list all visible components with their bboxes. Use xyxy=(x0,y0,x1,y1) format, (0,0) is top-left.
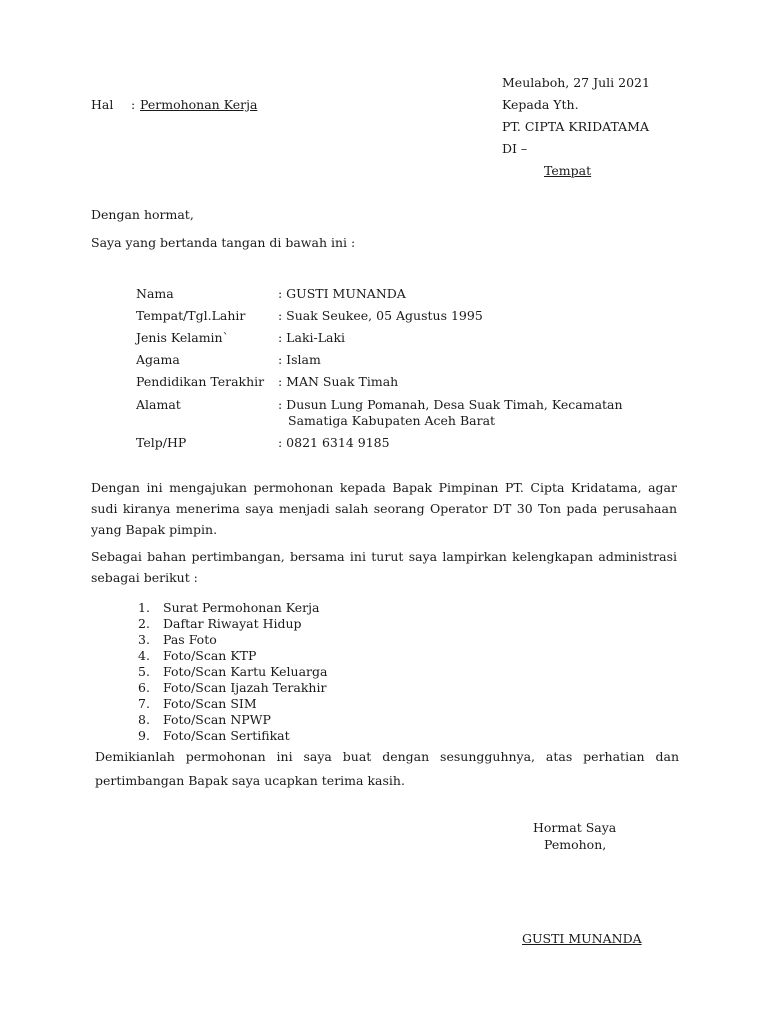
list-item: 6. Foto/Scan Ijazah Terakhir xyxy=(138,680,327,695)
list-item: 3. Pas Foto xyxy=(138,632,217,647)
place-date: Meulaboh, 27 Juli 2021 xyxy=(502,75,650,90)
biodata-value: : Suak Seukee, 05 Agustus 1995 xyxy=(278,308,483,323)
recipient-line-1: Kepada Yth. xyxy=(502,97,579,112)
list-item: 2. Daftar Riwayat Hidup xyxy=(138,616,302,631)
list-item: 8. Foto/Scan NPWP xyxy=(138,712,271,727)
list-item: 5. Foto/Scan Kartu Keluarga xyxy=(138,664,328,679)
biodata-address-line-2: Samatiga Kabupaten Aceh Barat xyxy=(288,413,496,428)
list-item: 7. Foto/Scan SIM xyxy=(138,696,257,711)
biodata-value: : GUSTI MUNANDA xyxy=(278,286,406,301)
intro-text: Saya yang bertanda tangan di bawah ini : xyxy=(91,235,356,250)
biodata-value: : Dusun Lung Pomanah, Desa Suak Timah, Kecamatan xyxy=(278,397,623,412)
signature-name: GUSTI MUNANDA xyxy=(522,931,642,946)
biodata-value: : MAN Suak Timah xyxy=(278,374,399,389)
subject-colon: : xyxy=(131,97,136,112)
attachments-list xyxy=(138,600,327,744)
paragraph-application: Dengan ini mengajukan permohonan kepada Bapak Pimpinan PT. Cipta Kridatama, agar sudi kiranya menerima saya menjadi salah seorang Operator DT 30 Ton pada perusahaan yang Bapak pimpin. xyxy=(91,480,677,537)
list-item: 9. Foto/Scan Sertifikat xyxy=(138,728,290,743)
biodata-label: Telp/HP xyxy=(136,435,187,450)
closing-paragraph: Demikianlah permohonan ini saya buat dengan sesungguhnya, atas perhatian dan pertimbangan Bapak saya ucapkan terima kasih. xyxy=(95,749,679,788)
biodata-label: Jenis Kelamin` xyxy=(136,330,229,345)
recipient-di: DI – xyxy=(502,141,528,156)
greeting: Dengan hormat, xyxy=(91,207,194,222)
list-item: 1. Surat Permohonan Kerja xyxy=(138,600,320,615)
biodata-label: Alamat xyxy=(136,397,181,412)
subject-label: Hal xyxy=(91,97,114,112)
signature-role: Pemohon, xyxy=(544,837,607,852)
recipient-place: Tempat xyxy=(544,163,592,178)
list-item: 4. Foto/Scan KTP xyxy=(138,648,257,663)
biodata-label: Tempat/Tgl.Lahir xyxy=(136,308,246,323)
biodata-value: : 0821 6314 9185 xyxy=(278,435,390,450)
biodata-value: : Laki-Laki xyxy=(278,330,346,345)
recipient-company: PT. CIPTA KRIDATAMA xyxy=(502,119,649,134)
biodata-value: : Islam xyxy=(278,352,321,367)
biodata-label: Pendidikan Terakhir xyxy=(136,374,265,389)
biodata-label: Nama xyxy=(136,286,174,301)
paragraph-attachments-intro: Sebagai bahan pertimbangan, bersama ini turut saya lampirkan kelengkapan administrasi sebagai berikut : xyxy=(91,549,677,585)
biodata-label: Agama xyxy=(136,352,180,367)
signature-salutation: Hormat Saya xyxy=(533,820,617,835)
subject-value: Permohonan Kerja xyxy=(140,97,258,112)
